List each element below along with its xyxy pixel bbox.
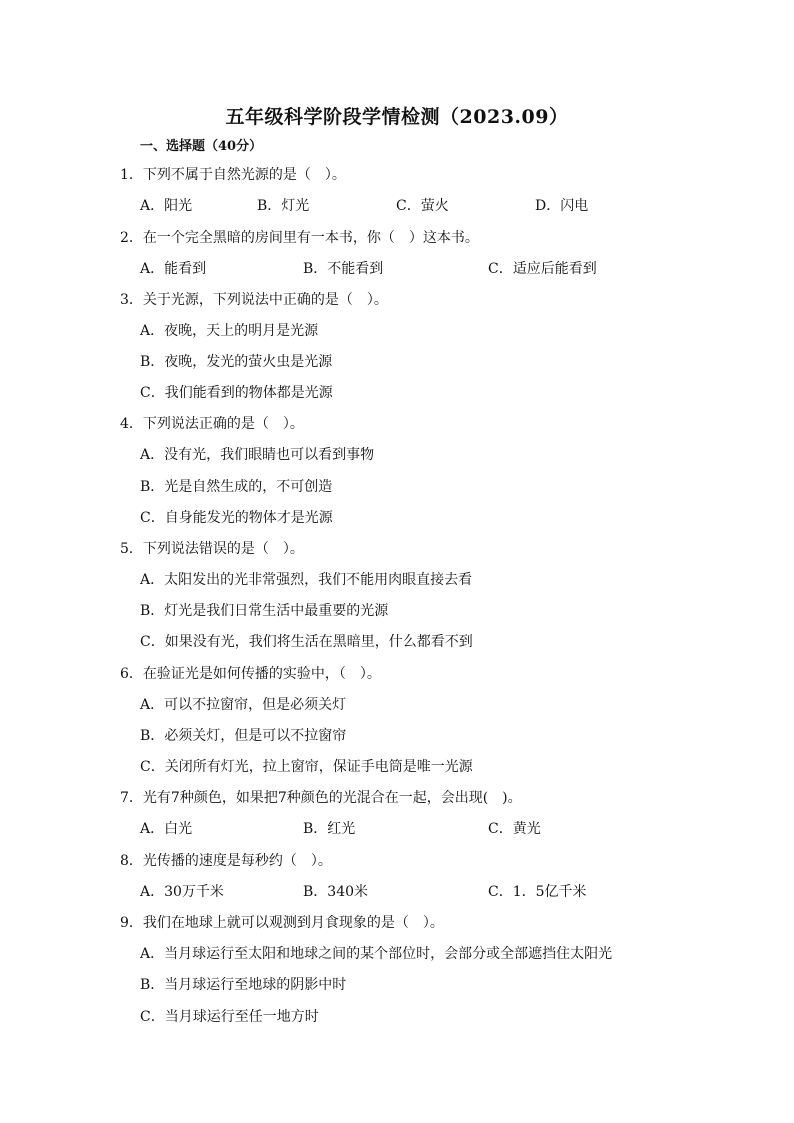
question-3-option-a: A．夜晚，天上的明月是光源	[140, 323, 319, 339]
question-5-stem: 5．下列说法错误的是（ ）。	[120, 541, 304, 557]
question-6-option-b: B．必须关灯，但是可以不拉窗帘	[140, 728, 347, 744]
question-6-option-a: A．可以不拉窗帘，但是必须关灯	[140, 697, 347, 713]
question-4-option-a: A．没有光，我们眼睛也可以看到事物	[140, 447, 375, 463]
question-2-option-c: C．适应后能看到	[488, 261, 597, 277]
question-9-stem: 9．我们在地球上就可以观测到月食现象的是（ ）。	[120, 915, 444, 931]
question-9-option-a: A．当月球运行至太阳和地球之间的某个部位时，会部分或全部遮挡住太阳光	[140, 946, 613, 962]
question-3-stem: 3．关于光源，下列说法中正确的是（ ）。	[120, 292, 388, 308]
question-8-option-b: B．340米	[303, 884, 369, 900]
question-2-option-a: A．能看到	[140, 261, 207, 277]
question-1-option-b: B．灯光	[257, 198, 310, 214]
question-4-option-b: B．光是自然生成的，不可创造	[140, 479, 333, 495]
question-6-option-c: C．关闭所有灯光，拉上窗帘，保证手电筒是唯一光源	[140, 759, 473, 775]
question-7-option-b: B．红光	[303, 821, 356, 837]
question-3-option-c: C．我们能看到的物体都是光源	[140, 385, 333, 401]
question-5-option-a: A．太阳发出的光非常强烈，我们不能用肉眼直接去看	[140, 572, 473, 588]
question-5-option-c: C．如果没有光，我们将生活在黑暗里，什么都看不到	[140, 634, 473, 650]
question-5-option-b: B．灯光是我们日常生活中最重要的光源	[140, 603, 389, 619]
question-1-option-c: C．萤火	[396, 198, 449, 214]
question-1-option-d: D．闪电	[535, 198, 589, 214]
question-7-option-a: A．白光	[140, 821, 193, 837]
question-7-stem: 7．光有7种颜色，如果把7种颜色的光混合在一起，会出现( )。	[120, 790, 522, 806]
question-6-stem: 6．在验证光是如何传播的实验中，（ ）。	[120, 666, 381, 682]
question-4-stem: 4．下列说法正确的是（ ）。	[120, 416, 304, 432]
question-4-option-c: C．自身能发光的物体才是光源	[140, 510, 333, 526]
question-8-option-a: A．30万千米	[140, 884, 224, 900]
question-9-option-b: B．当月球运行至地球的阴影中时	[140, 977, 347, 993]
question-1-stem: 1．下列不属于自然光源的是（ ）。	[120, 167, 346, 183]
question-2-option-b: B．不能看到	[303, 261, 384, 277]
question-7-option-c: C．黄光	[488, 821, 541, 837]
question-9-option-c: C．当月球运行至任一地方时	[140, 1009, 319, 1025]
question-8-option-c: C．1．5亿千米	[488, 884, 587, 900]
section-heading: 一、选择题（40分）	[140, 139, 263, 154]
question-2-stem: 2．在一个完全黑暗的房间里有一本书，你（ ）这本书。	[120, 230, 479, 246]
question-8-stem: 8．光传播的速度是每秒约（ ）。	[120, 853, 332, 869]
page-title: 五年级科学阶段学情检测（2023.09）	[225, 106, 569, 128]
question-3-option-b: B．夜晚，发光的萤火虫是光源	[140, 354, 333, 370]
question-1-option-a: A．阳光	[140, 198, 193, 214]
